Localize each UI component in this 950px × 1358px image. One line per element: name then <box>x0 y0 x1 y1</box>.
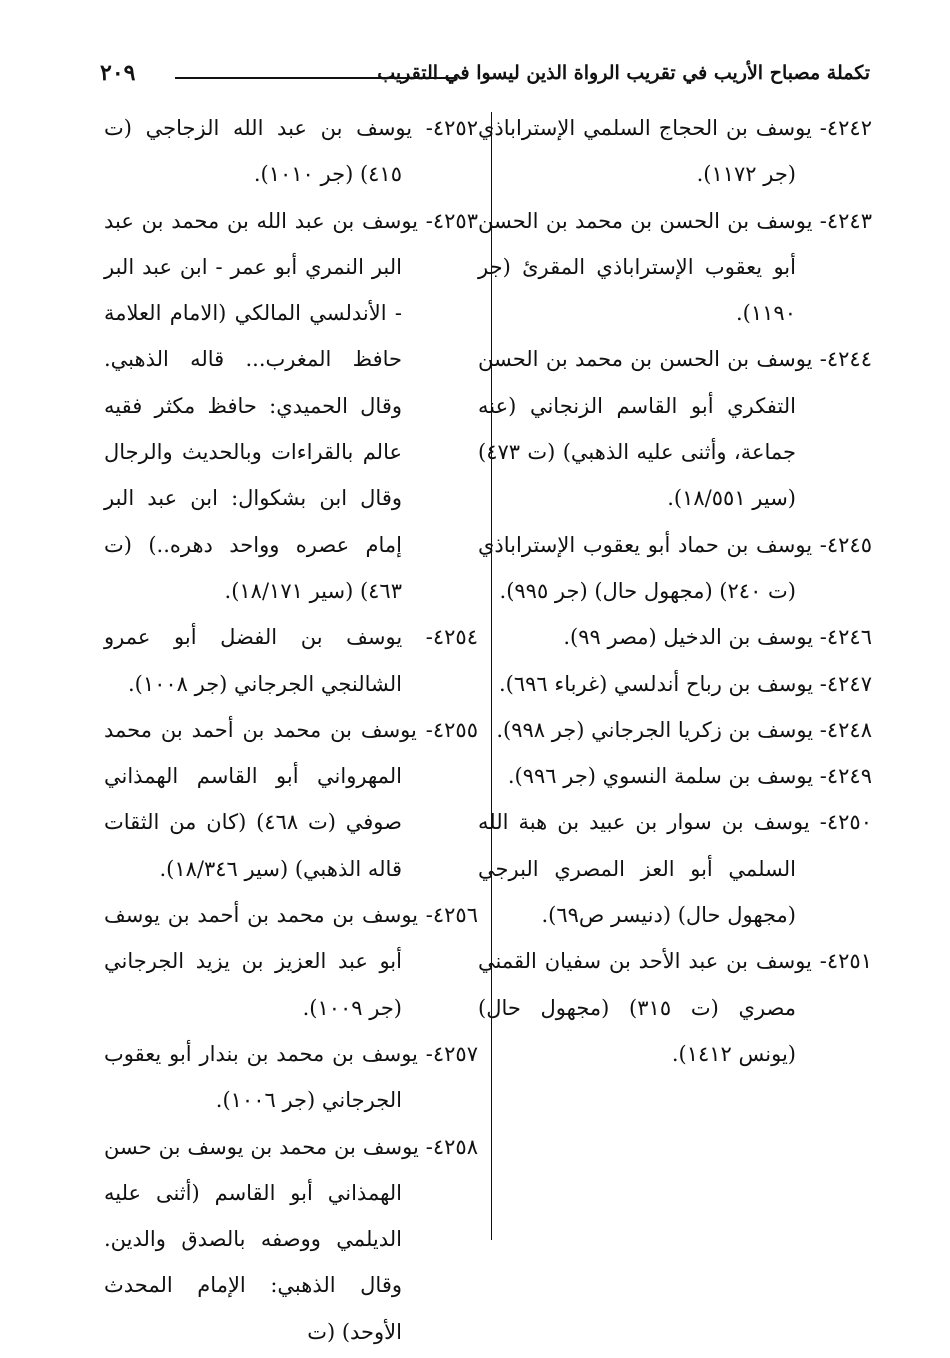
entry-4250: ٤٢٥٠- يوسف بن سوار بن عبيد بن هبة الله السلمي أبو العز المصري البرجي (مجهول حال) (دنيسر ص٦٩). <box>478 810 872 928</box>
entry-4246: ٤٢٤٦- يوسف بن الدخيل (مصر ٩٩). <box>563 625 872 650</box>
entry-4254: ٤٢٥٤- يوسف بن الفضل أبو عمرو الشالنجي الجرجاني (جر ١٠٠٨). <box>104 625 478 696</box>
entry-4255: ٤٢٥٥- يوسف بن محمد بن أحمد بن محمد المهرواني أبو القاسم الهمذاني صوفي (ت ٤٦٨) (كان من الثقات قاله الذهبي) (سير ١٨/٣٤٦). <box>104 717 478 881</box>
running-title: تكملة مصباح الأريب في تقريب الرواة الذين ليسوا في التقريب <box>377 62 870 84</box>
entry-4253: ٤٢٥٣- يوسف بن عبد الله بن محمد بن عبد البر النمري أبو عمر - ابن عبد البر - الأندلسي المالكي (الامام العلامة حافظ المغرب... قاله الذهبي. وقال الحميدي: حافظ مكثر فقيه عالم بالقراءات وبالحديث والرجال وقال ابن بشكوال: ابن عبد البر إمام عصره وواحد دهره..) (ت ٤٦٣) (سير ١٨/١٧١). <box>104 208 478 603</box>
entry-4242: ٤٢٤٢- يوسف بن الحجاج السلمي الإستراباذي (جر ١١٧٢). <box>478 116 872 187</box>
page-header <box>100 58 870 98</box>
entry-4257: ٤٢٥٧- يوسف بن محمد بن بندار أبو يعقوب الجرجاني (جر ١٠٠٦). <box>104 1041 478 1113</box>
entry-4249: ٤٢٤٩- يوسف بن سلمة النسوي (جر ٩٩٦). <box>507 764 872 789</box>
entry-4248: ٤٢٤٨- يوسف بن زكريا الجرجاني (جر ٩٩٨). <box>496 717 872 742</box>
entry-4245: ٤٢٤٥- يوسف بن حماد أبو يعقوب الإستراباذي (ت ٢٤٠) (مجهول حال) (جر ٩٩٥). <box>478 532 872 603</box>
header-rule <box>175 77 455 79</box>
entry-4258: ٤٢٥٨- يوسف بن محمد بن يوسف بن حسن الهمذاني أبو القاسم (أثنى عليه الديلمي ووصفه بالصدق والدين. وقال الذهبي: الإمام المحدث الأوحد) (ت <box>104 1134 478 1344</box>
right-column <box>478 105 872 1077</box>
entry-4243: ٤٢٤٣- يوسف بن الحسن بن محمد بن الحسن أبو يعقوب الإستراباذي المقرئ (جر ١١٩٠). <box>478 208 872 326</box>
entry-4256: ٤٢٥٦- يوسف بن محمد بن أحمد بن يوسف أبو عبد العزيز بن يزيد الجرجاني (جر ١٠٠٩). <box>104 903 478 1020</box>
entry-4244: ٤٢٤٤- يوسف بن الحسن بن محمد بن الحسن التفكري أبو القاسم الزنجاني (عنه جماعة، وأثنى عليه الذهبي) (ت ٤٧٣) (سير ١٨/٥٥١). <box>478 347 872 511</box>
page-number: ٢٠٩ <box>100 60 136 86</box>
entry-4252: ٤٢٥٢- يوسف بن عبد الله الزجاجي (ت ٤١٥) (جر ١٠١٠). <box>104 116 478 187</box>
entry-4251: ٤٢٥١- يوسف بن عبد الأحد بن سفيان القمني مصري (ت ٣١٥) (مجهول حال) (يونس ١٤١٢). <box>478 949 872 1066</box>
column-divider <box>491 112 492 1240</box>
left-column <box>104 105 478 1355</box>
entry-4247: ٤٢٤٧- يوسف بن رباح أندلسي (غرباء ٦٩٦). <box>498 671 872 696</box>
